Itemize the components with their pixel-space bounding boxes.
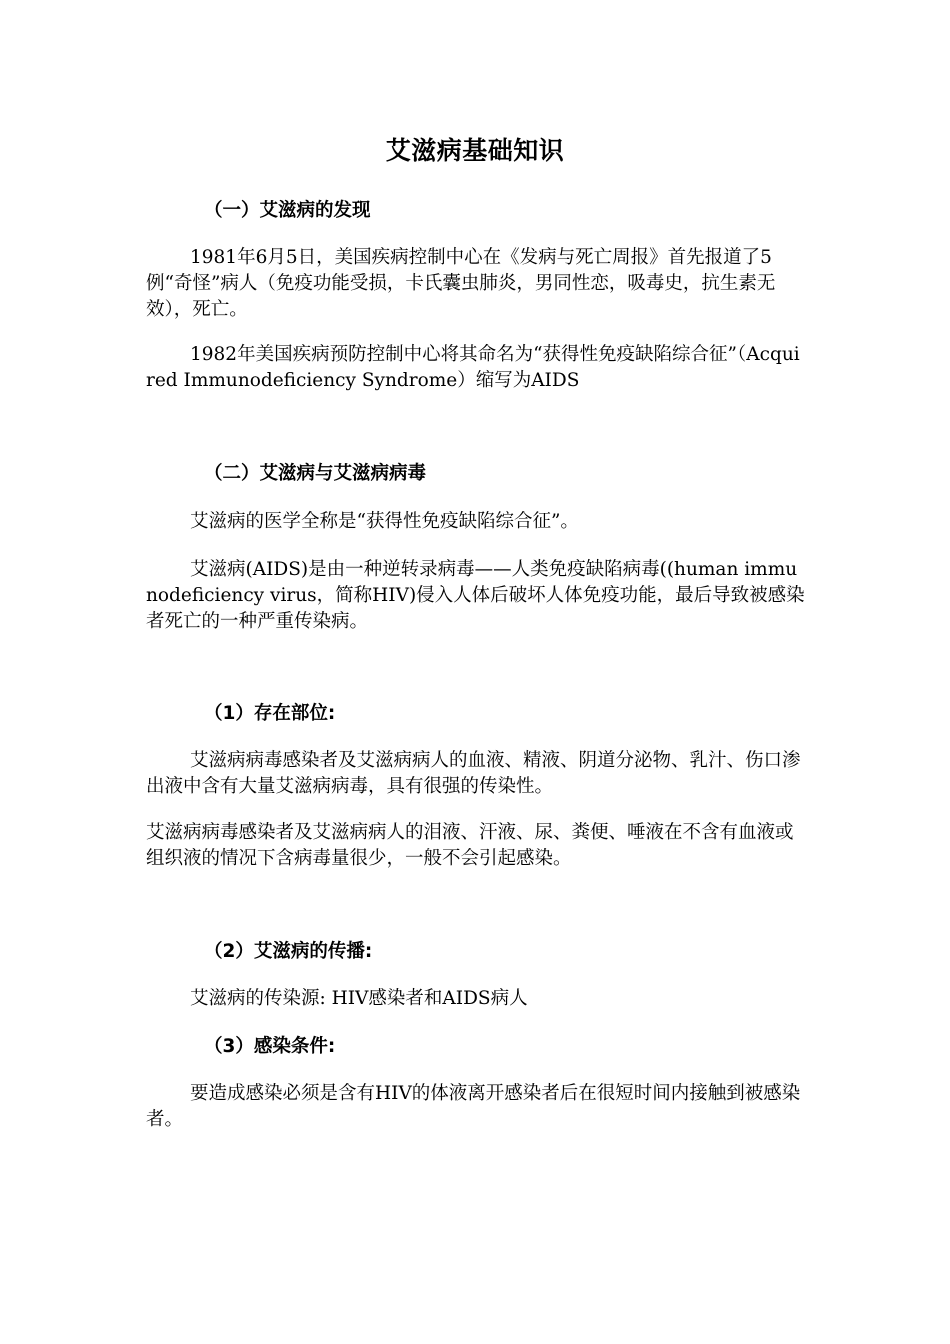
paragraph-discovery-1981: 1981年6月5日，美国疾病控制中心在《发病与死亡周报》首先报道了5例“奇怪”病人（免疫功能受损，卡氏囊虫肺炎，男同性恋，吸毒史，抗生素无效），死亡。 (146, 247, 776, 320)
paragraph-medical-name: 艾滋病的医学全称是“获得性免疫缺陷综合征”。 (190, 511, 579, 532)
section-heading-aids-and-hiv: （二）艾滋病与艾滋病病毒 (204, 463, 427, 484)
paragraph-infection-source: 艾滋病的传染源: HIV感染者和AIDS病人 (190, 988, 528, 1009)
paragraph-aids-definition: 艾滋病(AIDS)是由一种逆转录病毒——人类免疫缺陷病毒((human immunodeficiency virus，简称HIV)侵入人体后破坏人体免疫功能，最后导致被感染者死亡的一种严重传染病。 (146, 559, 805, 632)
paragraph-infection-conditions: 要造成感染必须是含有HIV的体液离开感染者后在很短时间内接触到被感染者。 (146, 1083, 801, 1130)
paragraph-high-virus-fluids: 艾滋病病毒感染者及艾滋病病人的血液、精液、阴道分泌物、乳汁、伤口渗出液中含有大量艾滋病病毒，具有很强的传染性。 (146, 750, 801, 797)
section-heading-infection-conditions: （3）感染条件: (204, 1036, 336, 1057)
paragraph-low-virus-fluids: 艾滋病病毒感染者及艾滋病病人的泪液、汗液、尿、粪便、唾液在不含有血液或组织液的情况下含病毒量很少，一般不会引起感染。 (146, 822, 794, 869)
document-title: 艾滋病基础知识 (385, 136, 565, 165)
section-heading-location: （1）存在部位: (204, 703, 336, 724)
paragraph-discovery-1982: 1982年美国疾病预防控制中心将其命名为“获得性免疫缺陷综合征”（Acquired Immunodeficiency Syndrome）缩写为AIDS (146, 344, 800, 391)
section-heading-transmission: （2）艾滋病的传播: (204, 941, 373, 962)
section-heading-discovery: （一）艾滋病的发现 (204, 200, 371, 221)
